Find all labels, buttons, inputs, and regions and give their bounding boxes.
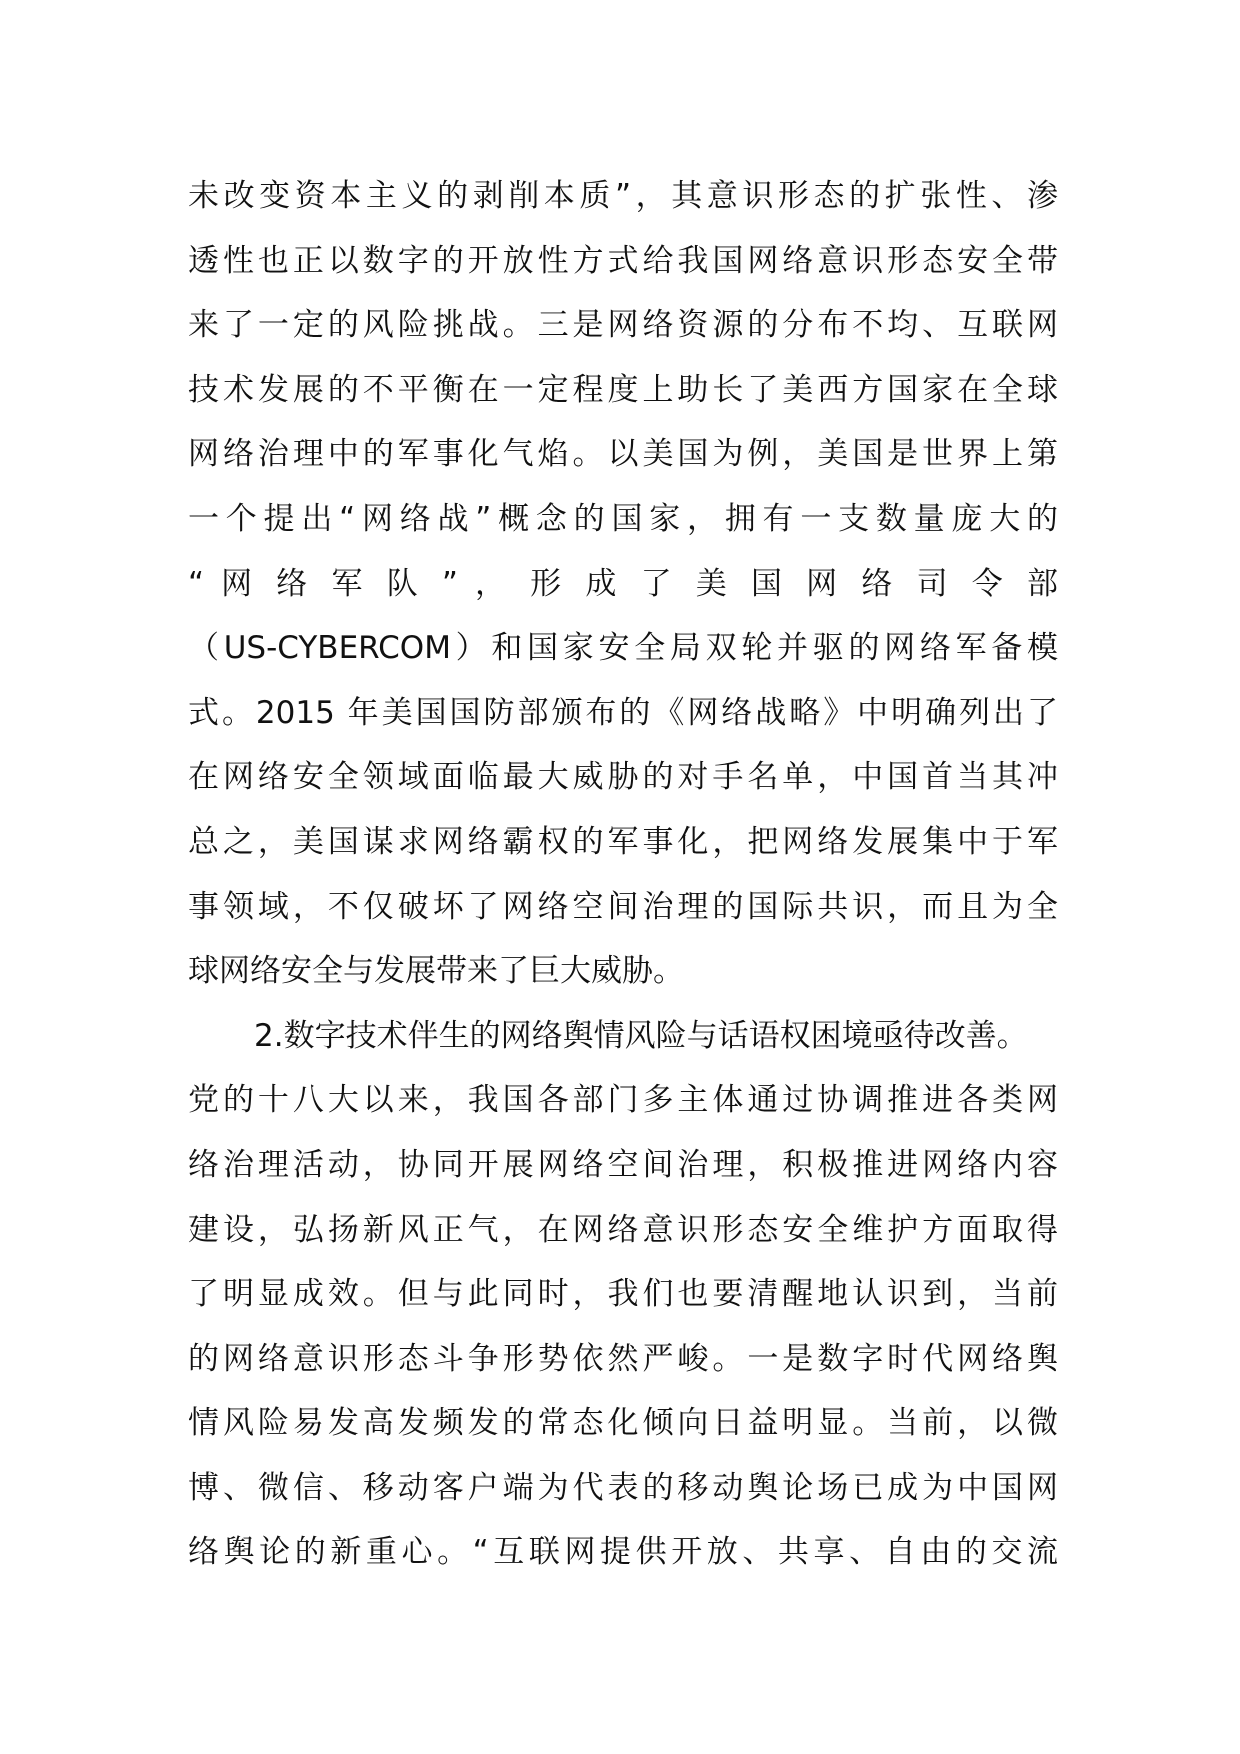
body-text [188,164,1058,1585]
text-line: 未改变资本主义的剥削本质”，其意识形态的扩张性、渗 [188,178,1058,214]
text-line: 博、微信、移动客户端为代表的移动舆论场已成为中国网 [188,1469,1058,1506]
text-line: 建设，弘扬新风正气，在网络意识形态安全维护方面取得 [188,1211,1058,1248]
text-line: 来了一定的风险挑战。三是网络资源的分布不均、互联网 [188,307,1058,344]
section-heading-line: 2.数字技术伴生的网络舆情风险与话语权困境亟待改善。 [254,1017,1028,1054]
text-line: 网络治理中的军事化气焰。以美国为例，美国是世界上第 [188,436,1058,473]
text-line: 在网络安全领域面临最大威胁的对手名单，中国首当其冲 [188,759,1058,796]
text-line: 球网络安全与发展带来了巨大威胁。 [188,953,684,990]
text-line: 了明显成效。但与此同时，我们也要清醒地认识到，当前 [188,1276,1058,1313]
text-line: 络舆论的新重心。“互联网提供开放、共享、自由的交流 [188,1534,1058,1571]
text-line: 情风险易发高发频发的常态化倾向日益明显。当前，以微 [188,1405,1058,1442]
text-line: 一个提出“网络战”概念的国家，拥有一支数量庞大的 [188,500,1058,537]
text-line: 事领域，不仅破坏了网络空间治理的国际共识，而且为全 [188,888,1058,925]
text-line: “ 网 络 军 队 ” ， 形 成 了 美 国 网 络 司 令 部 [188,565,1058,602]
text-line: 透性也正以数字的开放性方式给我国网络意识形态安全带 [188,242,1058,279]
text-line: 的网络意识形态斗争形势依然严峻。一是数字时代网络舆 [188,1340,1058,1377]
text-line: 总之，美国谋求网络霸权的军事化，把网络发展集中于军 [188,823,1058,860]
text-line: （US-CYBERCOM）和国家安全局双轮并驱的网络军备模 [188,630,1058,667]
text-line: 式。2015 年美国国防部颁布的《网络战略》中明确列出了 [188,694,1058,731]
text-line: 技术发展的不平衡在一定程度上助长了美西方国家在全球 [188,371,1058,408]
text-line: 络治理活动，协同开展网络空间治理，积极推进网络内容 [188,1146,1058,1183]
text-line: 党的十八大以来，我国各部门多主体通过协调推进各类网 [188,1082,1058,1119]
